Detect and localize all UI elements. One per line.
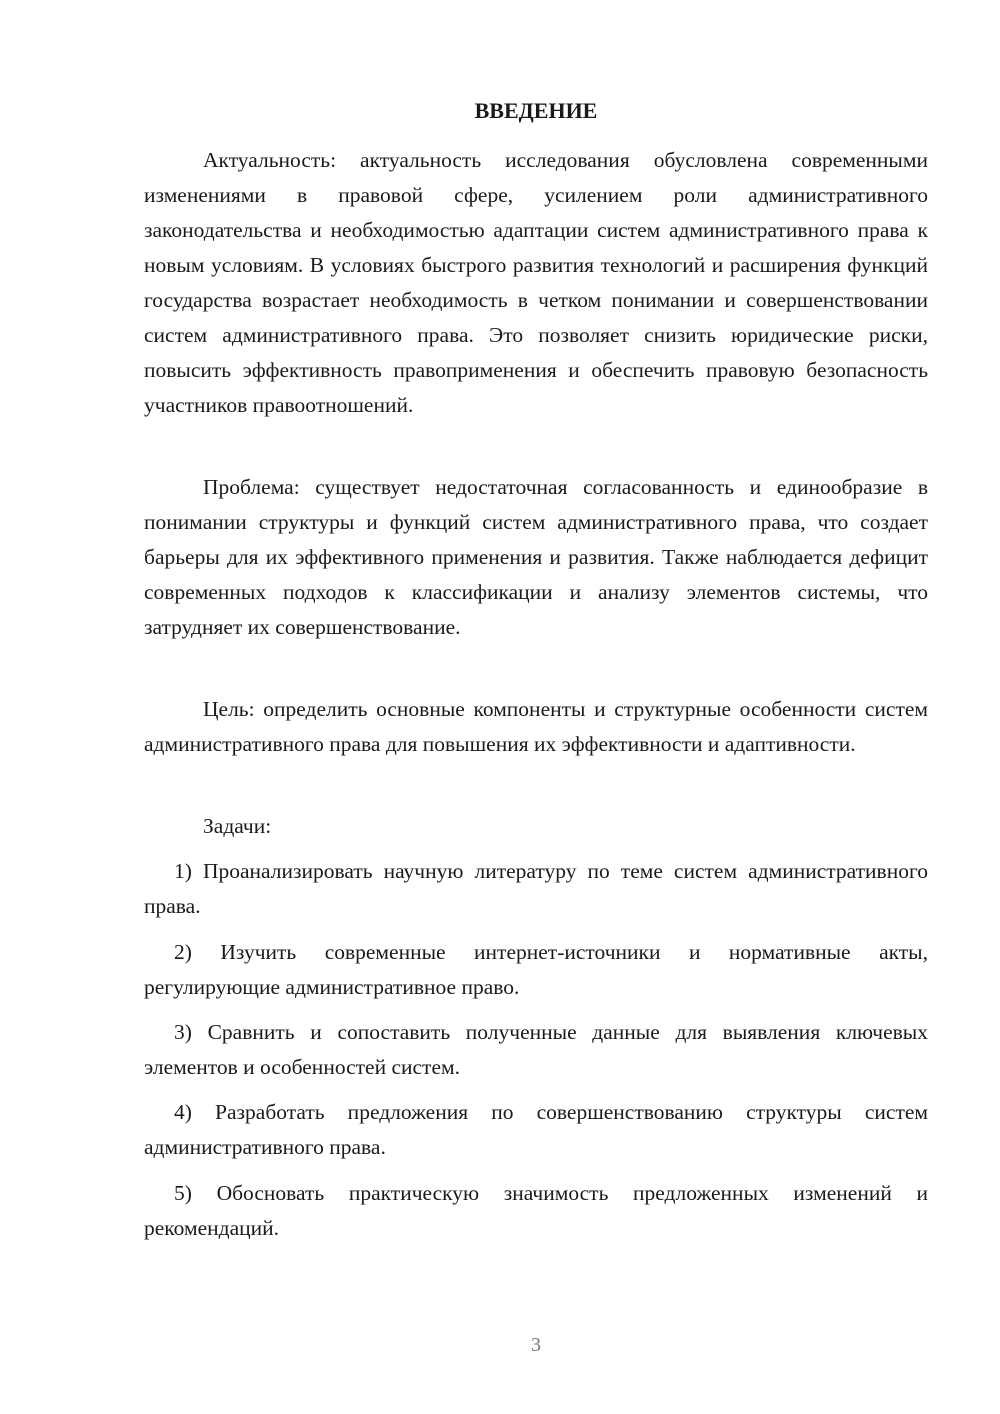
task-item-4: 4) Разработать предложения по совершенствованию структуры систем административного права. [144,1100,928,1159]
problem-paragraph: Проблема: существует недостаточная согласованность и единообразие в понимании структуры и функций систем административного права, что создает барьеры для их эффективного применения и развития. Также наблюдается дефицит современных подходов к классификации и анализу элементов системы, что затрудняет их совершенствование. [144,475,928,639]
goal-paragraph: Цель: определить основные компоненты и структурные особенности систем административного права для повышения их эффективности и адаптивности. [144,697,928,756]
task-item-2: 2) Изучить современные интернет-источники и нормативные акты, регулирующие административное право. [144,940,928,999]
task-item-1: 1) Проанализировать научную литературу по теме систем административного права. [144,859,928,918]
page-number: 3 [531,1334,541,1356]
relevance-paragraph: Актуальность: актуальность исследования обусловлена современными изменениями в правовой сфере, усилением роли административного законодательства и необходимостью адаптации систем административного права к новым условиям. В условиях быстрого развития технологий и расширения функций государства возрастает необходимость в четком понимании и совершенствовании систем административного права. Это позволяет снизить юридические риски, повысить эффективность правоприменения и обеспечить правовую безопасность участников правоотношений. [144,148,928,417]
task-item-5: 5) Обосновать практическую значимость предложенных изменений и рекомендаций. [144,1181,928,1240]
task-item-3: 3) Сравнить и сопоставить полученные данные для выявления ключевых элементов и особенностей систем. [144,1020,928,1079]
page-title: ВВЕДЕНИЕ [474,98,598,123]
tasks-label: Задачи: [203,814,272,838]
